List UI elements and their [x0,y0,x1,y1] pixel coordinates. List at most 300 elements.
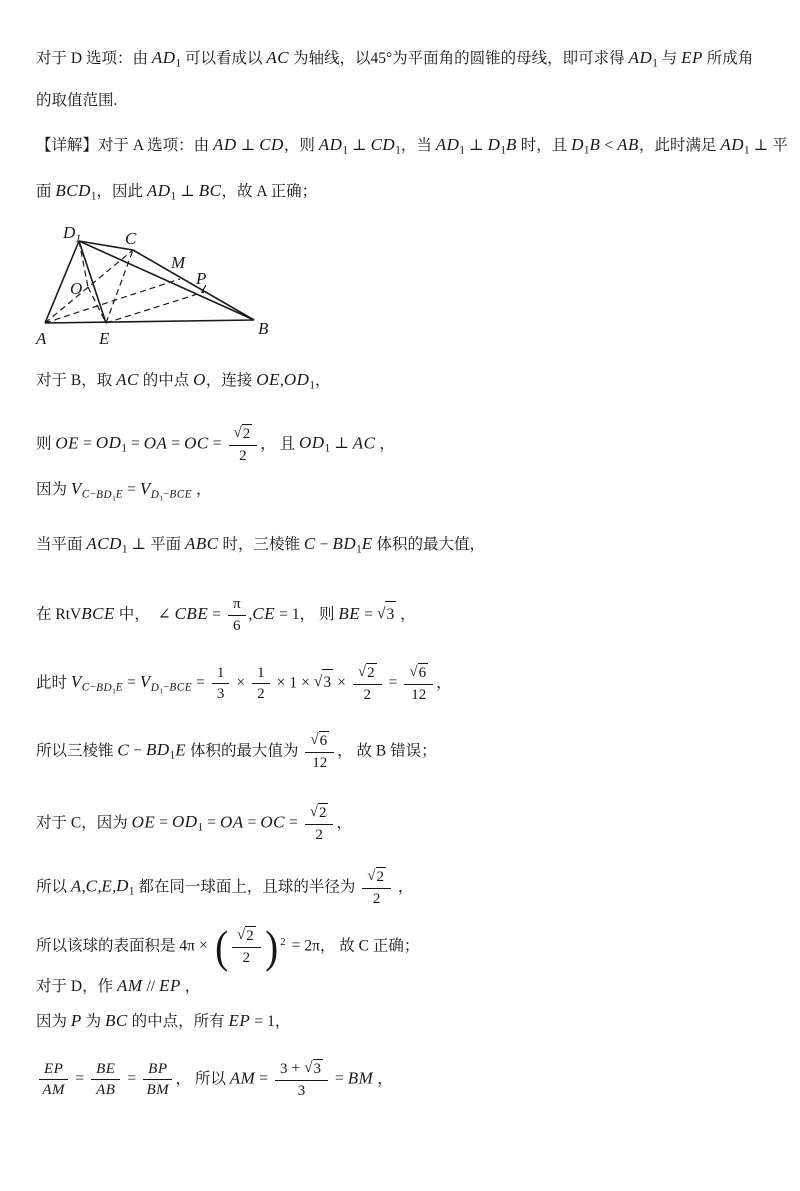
radical-sign: √ [310,732,319,748]
math-variable [146,1082,169,1098]
math-variable-text: B [589,135,601,154]
right-paren: ) [264,921,278,973]
plain-text: 3 [386,605,395,623]
plain-text: ，则 [283,137,319,154]
numerator [228,595,246,616]
math-variable-text: EP [681,48,703,67]
math-variable-text: D [150,681,160,694]
math-variable-text: ABC [184,534,219,553]
math-variable [304,534,316,553]
radicand [319,731,330,751]
plain-text: 1 [121,442,127,455]
radical-sign: √ [357,664,367,680]
plain-text: , [279,372,284,389]
math-variable-text: AD [146,181,171,200]
plain-text: 在 RtV [36,605,82,623]
math-variable-text: OA [219,812,244,832]
subscript [325,443,331,455]
math-variable-text: AD [151,48,176,67]
plain-text: 1 [342,144,349,157]
fraction [91,1060,120,1101]
solution-line-17 [36,1059,393,1101]
math-operator: × [301,674,310,692]
math-variable [145,740,176,762]
edge-D1-E-solid [79,241,106,323]
math-operator: = [288,814,298,832]
math-variable [362,534,373,553]
plain-text: 1 [175,57,182,70]
math-variable [117,976,143,995]
math-variable [193,370,206,389]
math-operator: × [236,674,246,692]
plain-text: 体积的最大值， [372,536,485,553]
math-variable-text: V [70,672,82,692]
math-variable-text: BD [96,488,113,501]
math-variable-text: BM [146,1082,170,1099]
math-variable [213,135,237,154]
math-variable-text: D [571,135,584,154]
math-operator: = [207,814,216,832]
plain-text: 2 [318,805,327,821]
math-variable [169,682,192,694]
plain-text: 1 [395,144,401,157]
plain-text: 12 [312,754,328,771]
math-variable-text: AD [212,135,237,154]
denominator [91,1080,120,1100]
math-variable-text: AM [229,1068,256,1088]
plain-text: ， 所以 [175,1070,230,1088]
math-variable-text: C [303,534,316,553]
math-variable-text: BE [338,603,361,623]
plain-text: 1 [356,543,362,556]
math-operator: = [212,435,222,453]
plain-text: 当平面 [36,536,87,553]
plain-text: 【详解】对于 A 选项：由 [36,137,213,154]
math-operator: − [319,536,329,553]
numerator [143,1060,172,1081]
plain-text: 3 [323,674,332,692]
numerator [212,664,230,685]
math-variable-text: AB [617,135,639,154]
math-variable-text: O [193,370,206,389]
fraction [353,663,382,705]
point-label-A: A [36,329,47,348]
plain-text: 为 [81,1013,106,1030]
math-operator: × [276,674,286,692]
plain-text: 所以该球的表面积是 4π [36,937,195,955]
fraction [39,1060,68,1101]
plain-text: , [112,878,117,896]
solution-line-16 [36,1008,290,1035]
math-variable-text: BC [105,1011,128,1030]
math-variable [230,1068,256,1087]
math-variable [348,1068,374,1087]
plain-text: 2 [242,426,251,442]
math-variable [96,1061,115,1077]
subscript [744,145,750,157]
math-operator: = [388,674,398,692]
plain-text: 1 [112,492,116,502]
radical [367,867,386,887]
math-variable-text: BCE [169,681,193,694]
math-variable [132,812,156,831]
superscript: 2 [280,936,286,948]
math-variable [116,682,123,694]
math-variable [487,135,506,157]
plain-text: 对于 D，作 [36,978,117,995]
math-operator: ⊥ [334,435,349,453]
solution-line-14 [36,921,420,973]
math-variable [117,740,129,759]
plain-text: 此时 [36,674,71,692]
solution-line-11 [36,731,437,773]
math-variable-text: OC [260,812,285,832]
denominator [143,1080,172,1100]
plain-text: 6 [232,617,241,634]
point-label-D1: $D_1$ [63,223,82,245]
solution-line-13 [36,867,413,909]
plain-text: 所成角 [702,50,754,67]
math-variable [96,489,116,501]
plain-text: 2 [372,890,381,907]
math-variable [116,876,135,898]
fraction [212,664,230,705]
denominator [252,684,270,704]
denominator [404,685,433,705]
math-variable-text: C [117,740,130,760]
math-variable-text: CBE [174,603,209,623]
math-variable [259,135,284,154]
plain-text: ， [373,1070,393,1088]
math-variable-text: E [115,681,124,694]
denominator [228,616,246,636]
math-variable-text: BE [96,1060,116,1077]
subscript [151,489,192,501]
math-variable-text: BP [148,1060,168,1077]
subscript [198,822,204,834]
math-variable [55,181,97,203]
radicand [245,926,256,946]
math-variable [681,48,703,67]
plain-text: ，当 [400,137,436,154]
math-variable-text: BD [96,681,113,694]
fraction [143,1060,172,1101]
plain-text: 2 [246,928,254,944]
math-variable-text: EP [228,1011,251,1030]
plain-text: 3 [297,1082,306,1099]
plain-text: 可以看成以 [181,50,267,67]
numerator [275,1059,328,1081]
math-variable [571,135,590,157]
math-variable-text: BCD [55,181,91,200]
math-operator: = [279,605,288,623]
math-variable-text: EP [159,976,181,995]
plain-text: 1 [159,492,164,502]
math-variable [82,489,90,501]
math-operator: = [212,605,221,623]
math-variable [70,479,124,502]
plain-text: 2 [367,665,375,681]
math-variable-text: OE [256,370,280,389]
plain-text: ，连接 [205,372,257,389]
point-label-subscript: 1 [75,231,82,245]
math-operator: ⊥ [469,137,484,154]
math-variable-text: BD [332,534,357,553]
plain-text: − [89,488,97,501]
fraction [232,926,261,968]
math-variable-text: C [81,488,90,501]
plain-text: 1 [197,821,204,834]
solution-line-5 [36,367,331,399]
subscript [151,682,192,694]
denominator [232,948,261,968]
math-variable-text: OE [131,812,156,832]
math-variable [86,534,128,556]
radicand [322,669,333,696]
math-variable-text: AC [266,48,290,67]
math-operator: = [159,814,169,832]
plain-text: 6 [418,665,427,681]
math-variable-text: AB [96,1082,116,1099]
math-variable-text: AC [352,433,376,453]
math-variable [148,1061,167,1077]
fraction [305,731,334,773]
plain-text: 体积的最大值为 [186,742,303,760]
plain-text: 12 [411,686,427,703]
math-variable-text: P [70,1011,82,1030]
math-operator: − [133,742,142,760]
math-variable-text: OC [184,433,209,453]
radical-sign: √ [233,425,242,441]
math-variable-text: BCE [81,603,115,623]
edge-A-M-dashed [45,279,180,323]
numerator [404,663,433,685]
plain-text: ， [274,1013,291,1030]
plain-text: ， [314,372,331,389]
radical-sign: √ [309,804,318,820]
math-variable [116,489,123,501]
numerator [39,1060,68,1081]
plain-text: ， [394,878,414,896]
radical-sign: √ [367,868,376,884]
radicand [418,663,429,683]
math-operator: = [196,674,205,692]
math-variable-text: E [101,876,113,896]
math-operator: ⊥ [180,183,195,200]
plain-text: 与 [657,50,682,67]
numerator [252,664,270,685]
plain-text: ， [336,814,352,832]
math-operator: = [127,674,136,692]
math-variable [338,604,360,623]
math-operator: = [335,1070,344,1088]
math-variable [590,135,601,154]
plain-text: ， 故 C 正确； [319,937,420,955]
plain-text: − [163,681,170,694]
solution-line-7 [36,476,212,511]
math-variable [260,812,285,831]
numerator [353,663,382,685]
math-variable-text: AD [720,135,744,154]
numerator [229,424,258,446]
radicand [318,803,329,823]
math-variable [283,370,315,392]
radical-sign: √ [313,673,323,691]
math-variable [506,135,517,154]
math-operator: = [247,814,257,832]
point-label-M: M [171,253,186,272]
solution-line-9 [36,595,416,636]
plain-text: − [163,488,170,501]
plain-text: 时，且 [516,137,572,154]
plain-text: ， [192,481,212,498]
radical [237,926,256,946]
math-variable-text: C [81,681,90,694]
plain-text: 则 [36,435,56,453]
math-variable [617,135,639,154]
math-variable-text: B [505,135,517,154]
fraction [252,664,270,705]
plain-text: 2 [257,686,265,703]
radical [377,601,396,628]
math-variable [175,740,186,759]
radical [304,1059,323,1079]
plain-text: ，故 A 正确； [221,183,318,200]
math-variable [151,682,163,694]
radicand [242,424,253,444]
plain-text: 的中点，所有 [127,1013,229,1030]
math-operator: × [198,937,208,955]
math-variable [720,135,750,157]
math-variable-text: BD [145,740,170,760]
plain-text: 2 [242,949,251,966]
solution-line-6 [36,424,395,466]
subscript [171,191,177,203]
subscript [82,489,123,501]
solution-line-1 [36,45,753,77]
radicand [385,601,396,628]
plain-text: 1 [583,144,590,157]
math-variable-text: BCE [169,488,193,501]
fraction [305,803,334,845]
math-variable-text: V [70,479,82,498]
math-variable [353,433,376,452]
math-operator: = [127,481,136,498]
plain-text: ， [436,674,452,692]
plain-text: 1 [112,686,116,696]
subscript [122,544,128,556]
plain-text: 面 [36,183,56,200]
math-variable-text: AM [116,976,143,995]
plain-text: π [232,596,241,612]
plain-text: 1 [216,664,225,681]
plain-text: 1 [289,674,298,692]
math-variable-text: OD [95,433,122,453]
math-variable [71,1011,82,1030]
radicand [313,1059,324,1079]
plain-text: , [97,878,102,896]
subscript [82,682,123,694]
math-operator: = [130,435,140,453]
math-variable-text: BM [347,1068,374,1088]
math-variable-text: AD [628,48,653,67]
math-variable [86,876,98,895]
solution-line-2 [36,88,117,114]
fraction [229,424,258,466]
math-operator: = [259,1070,269,1088]
math-variable-text: E [361,534,373,553]
radical [314,669,333,696]
math-operator: + [291,1060,301,1077]
plain-text: ， [180,978,201,995]
plain-text: 1 [500,144,506,157]
math-operator: = [171,435,181,453]
point-label-O: O [70,279,83,298]
solution-line-4 [36,178,317,210]
math-variable [44,1061,63,1077]
plain-text: 的中点 [138,372,194,389]
fraction [275,1059,328,1101]
math-variable-text: V [139,479,151,498]
math-variable-text: AC [116,370,139,389]
plain-text: ， 且 [260,435,300,453]
denominator [305,825,334,845]
math-variable [184,433,209,452]
plain-text: 时，三棱锥 [218,536,304,553]
math-operator: ∠ [157,605,171,623]
math-operator: = [83,435,92,453]
plain-text: 3 [280,1061,288,1077]
math-variable [95,433,127,455]
plain-text: 1 [309,379,315,392]
left-paren: ( [214,921,228,973]
math-variable-text: OD [299,433,325,453]
math-variable [256,370,280,389]
math-variable-text: OA [143,433,168,453]
plain-text: 对于 B，取 [36,372,117,389]
plain-text: 1 [744,144,750,157]
parenthesized-expression [214,921,286,973]
plain-text: 1 [170,190,177,203]
geometry-figure-container [30,222,280,367]
math-variable [175,604,209,623]
numerator [305,731,334,753]
edge-A-C-dashed [45,250,133,323]
math-variable-text: E [115,488,124,501]
math-variable-text: AD [435,135,460,154]
radical [358,663,377,683]
math-variable [139,479,193,502]
radical [409,663,428,683]
math-variable-text: AM [42,1082,65,1099]
plain-text: 2 [363,686,371,703]
math-variable-text: C [85,876,98,896]
plain-text: 2 [315,826,323,843]
math-operator: ⊥ [753,137,769,154]
math-operator: = [291,937,301,955]
math-variable [220,812,244,831]
numerator [305,803,334,825]
denominator [275,1081,328,1101]
math-operator: = [127,1070,137,1088]
plain-text: 所以三棱锥 [36,742,118,760]
plain-text: 3 [216,686,225,703]
plain-text: 对于 D 选项：由 [36,50,152,67]
edge-E-C-dashed [106,250,133,323]
radical [310,803,329,823]
plain-text: , [81,878,86,896]
plain-text: 1 [90,190,97,203]
